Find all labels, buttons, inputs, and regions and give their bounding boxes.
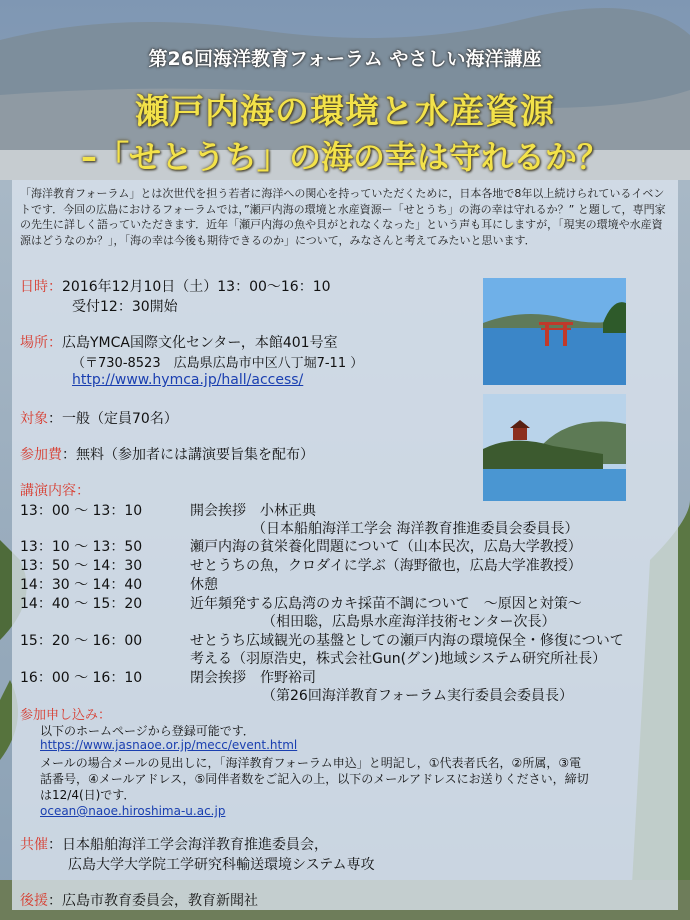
place-address: （〒730-8523 広島県広島市中区八丁堀7-11 ）	[72, 356, 364, 371]
apply-label: 参加申し込み：	[20, 708, 112, 723]
program-text: 考える（羽原浩史，株式会社Gun(グン)地域システム研究所社長）	[190, 651, 607, 667]
cohost-line1: ：日本船舶海洋工学会海洋教育推進委員会，	[48, 837, 328, 853]
program-text: 閉会挨拶 作野裕司	[190, 670, 316, 686]
target-value: ：一般（定員70名）	[48, 411, 178, 427]
support-label: 後援	[20, 893, 48, 909]
target-row	[20, 408, 178, 428]
program-label: 講演内容：	[20, 483, 90, 499]
header	[0, 0, 690, 180]
place-label: 場所：	[20, 335, 62, 351]
program-item	[262, 611, 555, 631]
place-url-link[interactable]: http://www.hymca.jp/hall/access/	[72, 372, 304, 388]
forum-subtitle: 第26回海洋教育フォーラム やさしい海洋講座	[148, 48, 542, 70]
program-text: （相田聡，広島県水産海洋技術センター次長）	[262, 614, 556, 630]
support-value: ：広島市教育委員会，教育新聞社	[48, 893, 258, 909]
program-item	[20, 574, 218, 594]
page-title: 瀬戸内海の環境と水産資源	[135, 92, 555, 132]
program-time: 14：30 ～ 14：40	[20, 577, 143, 593]
program-item	[252, 518, 578, 538]
cohost-label: 共催	[20, 837, 48, 853]
apply-line2: メールの場合メールの見出しに，「海洋教育フォーラム申込」と明記し，①代表者氏名，②所属，③電	[40, 756, 582, 770]
program-text: せとうち広域観光の基盤としての瀬戸内海の環境保全・修復について	[190, 633, 624, 649]
program-text: 瀬戸内海の貧栄養化問題について（山本民次，広島大学教授）	[190, 539, 582, 555]
program-text: せとうちの魚，クロダイに学ぶ（海野徹也，広島大学准教授）	[190, 558, 582, 574]
date-row	[20, 276, 331, 296]
fee-label: 参加費	[20, 447, 62, 463]
program-item	[20, 630, 624, 650]
program-time: 13：10 ～ 13：50	[20, 539, 143, 555]
target-label: 対象	[20, 411, 48, 427]
date-label: 日時：	[20, 279, 62, 295]
program-text: （日本船舶海洋工学会 海洋教育推進委員会委員長）	[252, 521, 579, 537]
program-text: 休憩	[190, 577, 218, 593]
program-item	[20, 593, 582, 613]
support-row	[20, 890, 258, 910]
program-text: （第26回海洋教育フォーラム実行委員会委員長）	[262, 688, 573, 704]
apply-line3: 話番号，④メールアドレス，⑤同伴者数をご記入の上，以下のメールアドレスにお送りください，締切	[40, 772, 589, 786]
apply-line1: 以下のホームページから登録可能です．	[40, 724, 255, 738]
intro-paragraph: 「海洋教育フォーラム」とは次世代を担う若者に海洋への関心を持っていただくために，日本各地で8年以上続けられているイベントです．今回の広島におけるフォーラムでは，”瀬戸内海の環境と水産資源ー「せとうち」の海の幸は守れるか？” と題して，専門家の先生に詳しく語っていただきます．近年「瀬戸内海の魚や貝がとれなくなった」という声も耳にしますが，「現実の環境や水産資源はどうなのか？」，「海の幸は今後も期待できるのか」について，みなさんと考えてみたいと思います．	[20, 187, 666, 247]
program-item	[20, 555, 582, 575]
fee-row	[20, 444, 314, 464]
program-time: 13：50 ～ 14：30	[20, 558, 143, 574]
cohost-row	[20, 834, 328, 854]
island-photo	[483, 394, 626, 501]
date-value: 2016年12月10日（土）13：00～16：10	[62, 279, 331, 295]
page-title-sub: –「せとうち」の海の幸は守れるか？	[80, 138, 609, 176]
fee-value: ：無料（参加者には講演要旨集を配布）	[62, 447, 314, 463]
program-item	[190, 648, 606, 668]
program-time: 14：40 ～ 15：20	[20, 596, 143, 612]
apply-url-link[interactable]: https://www.jasnaoe.or.jp/mecc/event.html	[40, 738, 298, 752]
apply-email-link[interactable]: ocean@naoe.hiroshima-u.ac.jp	[40, 804, 226, 818]
program-time: 13：00 ～ 13：10	[20, 503, 143, 519]
torii-photo	[483, 278, 626, 385]
place-value: 広島YMCA国際文化センター，本館401号室	[62, 335, 338, 351]
program-item	[20, 667, 316, 687]
reception-time: 受付12：30開始	[72, 299, 178, 315]
program-time: 15：20 ～ 16：00	[20, 633, 143, 649]
program-item	[262, 685, 573, 705]
place-row	[20, 332, 338, 352]
program-text: 開会挨拶 小林正典	[190, 503, 316, 519]
program-text: 近年頻発する広島湾のカキ採苗不調について ～原因と対策～	[190, 596, 582, 612]
program-item	[20, 536, 582, 556]
apply-line4: は12/4(日)です．	[40, 788, 136, 802]
program-time: 16：00 ～ 16：10	[20, 670, 143, 686]
cohost-line2: 広島大学大学院工学研究科輸送環境システム専攻	[68, 857, 375, 873]
program-item	[20, 500, 316, 520]
